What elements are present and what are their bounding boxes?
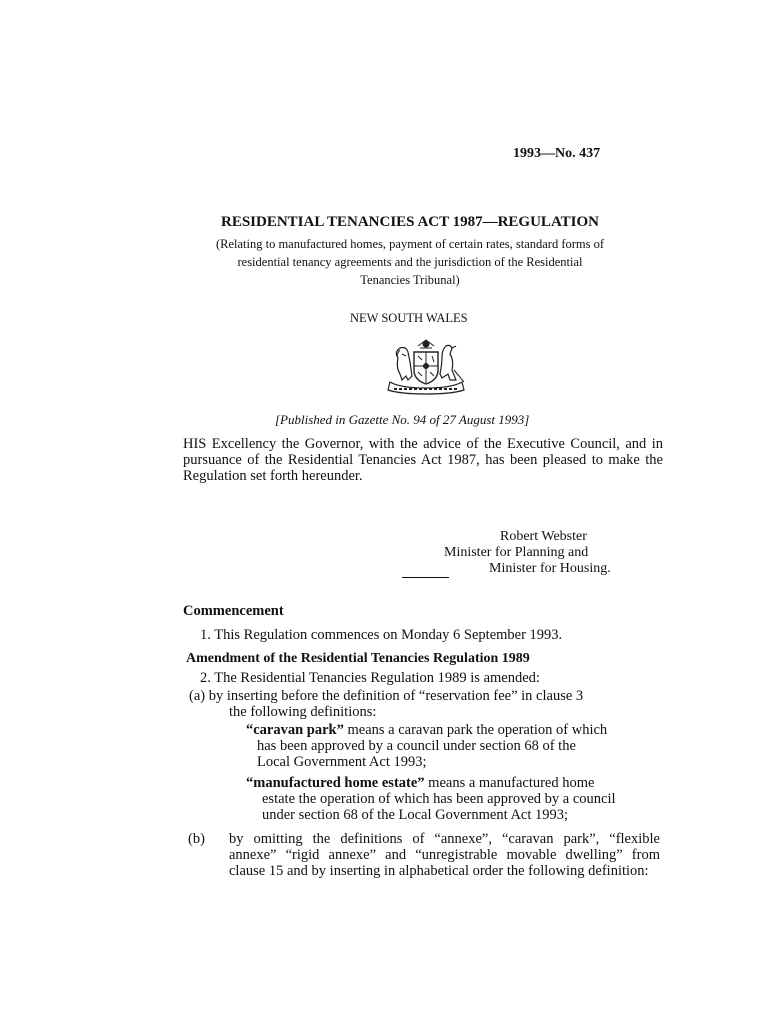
heading-amendment: Amendment of the Residential Tenancies Regulation 1989: [186, 651, 530, 666]
para-b-label: (b): [188, 831, 205, 847]
clause-2-intro: 2. The Residential Tenancies Regulation 1989 is amended:: [200, 670, 540, 686]
document-subtitle: [180, 235, 640, 289]
document-number: 1993—No. 437: [513, 146, 601, 161]
clause-1-text: 1. This Regulation commences on Monday 6 September 1993.: [200, 627, 563, 643]
definition-line: estate the operation of which has been approved by a council: [262, 791, 616, 807]
signatory-role-line1: Minister for Planning and: [444, 545, 589, 560]
definition-line: under section 68 of the Local Government Act 1993;: [262, 807, 569, 823]
signatory-role-line2: Minister for Housing.: [489, 561, 611, 576]
definition-manufactured-home-estate: [246, 775, 594, 791]
para-b: [188, 831, 660, 879]
definition-term: “caravan park”: [246, 722, 344, 738]
subtitle-line: Tenancies Tribunal): [360, 273, 460, 287]
gazette-note: [Published in Gazette No. 94 of 27 August 1993]: [275, 412, 530, 427]
para-b-text: by omitting the definitions of “annexe”, “caravan park”, “flexible annexe” “rigid annexe” and “unregistrable movable dwelling” from clause 15 and by inserting in alphabetical order the following definition:: [229, 831, 660, 879]
heading-commencement: Commencement: [183, 603, 284, 619]
para-a-line1: (a) by inserting before the definition of “reservation fee” in clause 3: [189, 688, 584, 704]
preamble-paragraph: HIS Excellency the Governor, with the advice of the Executive Council, and in pursuance of the Residential Tenancies Act 1987, has been pleased to make the Regulation set forth hereunder.: [183, 436, 663, 484]
document-title: RESIDENTIAL TENANCIES ACT 1987—REGULATION: [220, 214, 600, 230]
coat-of-arms-graphic: [380, 336, 472, 396]
para-a-line2: the following definitions:: [229, 704, 377, 720]
subtitle-line: (Relating to manufactured homes, payment of certain rates, standard forms of: [215, 237, 605, 251]
definition-line: has been approved by a council under section 68 of the: [257, 738, 576, 754]
subtitle-line: residential tenancy agreements and the jurisdiction of the Residential: [237, 255, 583, 269]
nsw-coat-of-arms-icon: [380, 336, 472, 396]
signatory-name: Robert Webster: [500, 529, 587, 544]
signature-rule: [402, 577, 449, 578]
definition-caravan-park: [246, 722, 607, 738]
definition-text: means a caravan park the operation of which: [343, 722, 608, 738]
title-block: [180, 212, 640, 289]
definition-term: “manufactured home estate”: [246, 775, 425, 791]
definition-line: Local Government Act 1993;: [257, 754, 427, 770]
state-name: NEW SOUTH WALES: [350, 311, 468, 325]
definition-text: means a manufactured home: [424, 775, 595, 791]
